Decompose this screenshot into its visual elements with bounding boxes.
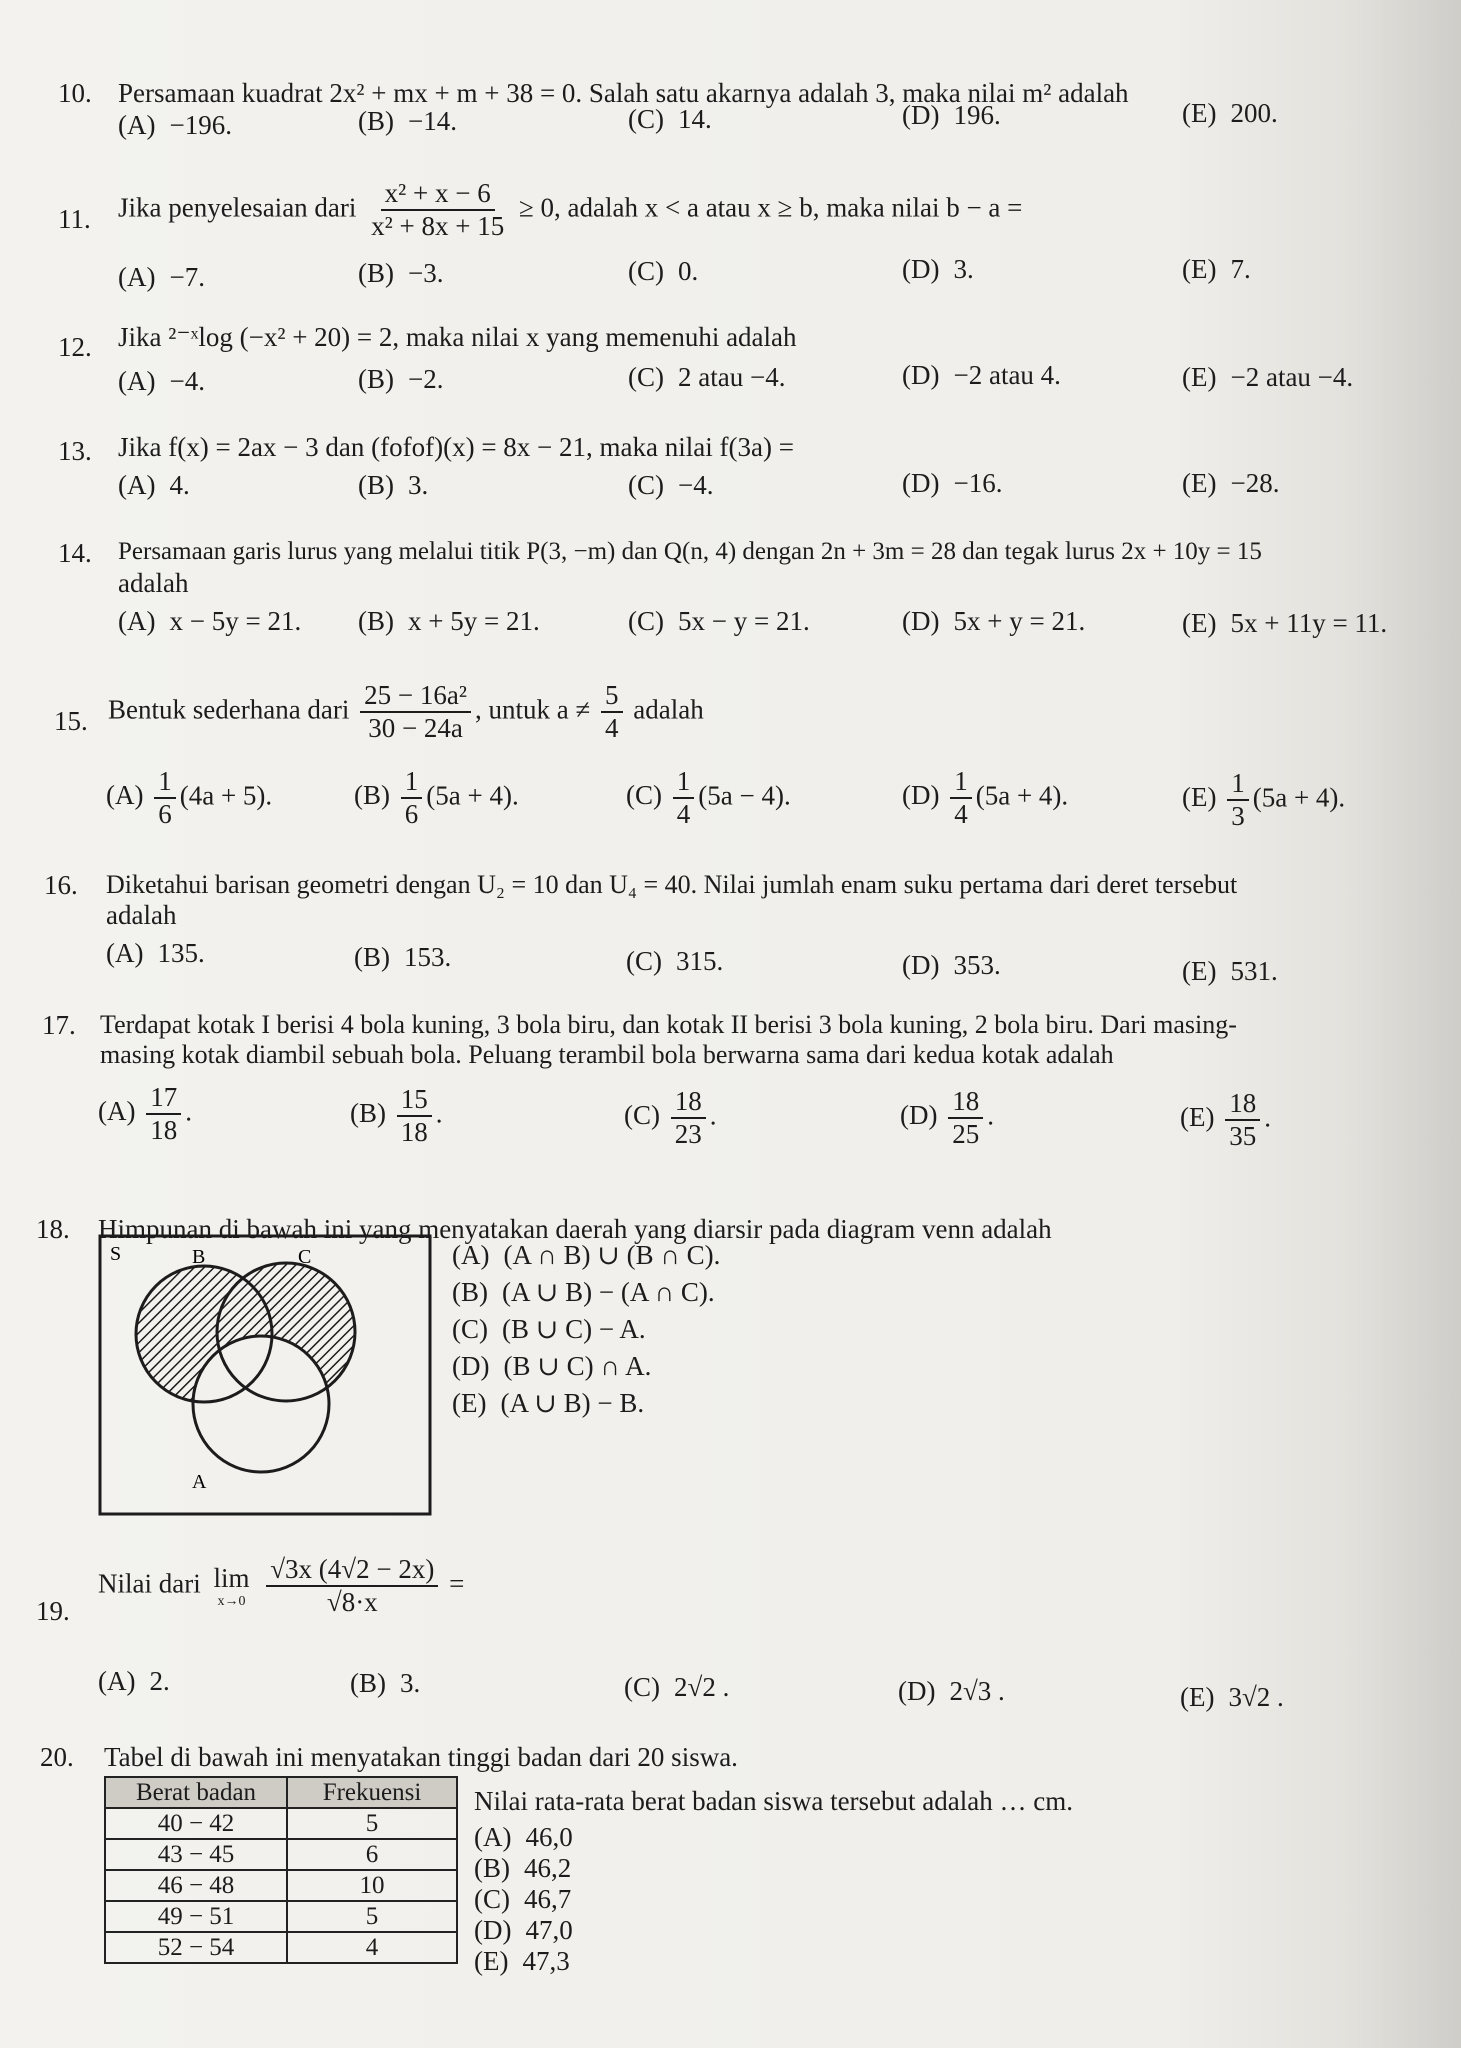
question-number: 10. [58, 78, 92, 108]
option-d: (D) 353. [902, 950, 1001, 980]
option-b: (B) 46,2 [474, 1853, 572, 1883]
table-cell: 6 [287, 1839, 457, 1870]
question-number: 12. [58, 332, 92, 362]
option-c: (C) 315. [626, 946, 724, 976]
option-b: (B) 153. [354, 942, 452, 972]
option-b: (B) −14. [358, 106, 457, 136]
fraction: $\frac{√3x (4√2 - 2x)}{√8\cdot x}$ [266, 1554, 438, 1618]
question-12 [0, 320, 1461, 440]
table-cell: 5 [287, 1901, 457, 1932]
option-d: (D) −16. [902, 468, 1003, 498]
option-e: (E) 3√2 . [1180, 1682, 1284, 1712]
label-c: C [298, 1246, 312, 1268]
question-number: 18. [36, 1214, 70, 1244]
option-b: (B) $\frac{1}{6}$ (5a + 4). [354, 766, 519, 830]
option-a: (A) 135. [106, 938, 205, 968]
option-b: (B) −2. [358, 364, 444, 394]
option-d: (D) (B ∪ C) ∩ A. [452, 1351, 652, 1381]
table-row [105, 1870, 457, 1901]
option-a: (A) 46,0 [474, 1822, 573, 1852]
question-stem-cont: adalah [118, 568, 189, 598]
option-d: (D) 196. [902, 100, 1001, 130]
option-a: (A) −196. [118, 110, 232, 140]
option-a: (A) −4. [118, 366, 205, 396]
fraction: $\frac{\text{25 − 16a²}}{30 - 24a}$ [360, 680, 471, 744]
question-14 [0, 536, 1461, 656]
table-cell: 5 [287, 1808, 457, 1839]
question-18 [0, 1200, 1461, 1530]
question-15 [0, 680, 1461, 840]
label-a: A [192, 1471, 207, 1493]
option-a: (A) $\frac{1}{6}$ (4a + 5). [106, 766, 273, 830]
venn-diagram [98, 1234, 434, 1518]
table-cell: 10 [287, 1870, 457, 1901]
table-cell: 40 − 42 [105, 1808, 287, 1839]
question-10 [0, 60, 1461, 180]
option-a: (A) (A ∩ B) ∪ (B ∩ C). [452, 1240, 721, 1270]
question-11 [0, 170, 1461, 290]
question-stem: Diketahui barisan geometri dengan U₂ = 10 dan U₄ = 40. Nilai jumlah enam suku pertama dari deret tersebut [106, 870, 1238, 899]
table-cell: 43 − 45 [105, 1839, 287, 1870]
question-number: 17. [42, 1010, 76, 1040]
question-stem: Jika penyelesaian dari $\frac{\text{x² + x − 6}}{\text{x² + 8x + 15}}$ ≥ 0, adalah x < a atau x ≥ b, maka nilai b − a = [118, 178, 1023, 242]
column-header: Frekuensi [287, 1777, 457, 1808]
option-e: (E) 200. [1182, 98, 1278, 128]
question-number: 15. [54, 706, 88, 736]
question-stem-cont: adalah [106, 900, 177, 930]
option-d: (D) −2 atau 4. [902, 360, 1061, 390]
option-d: (D) $\frac{1}{4}$ (5a + 4). [902, 766, 1069, 830]
question-19 [0, 1550, 1461, 1740]
option-a: (A) x − 5y = 21. [118, 606, 302, 636]
option-c: (C) 5x − y = 21. [628, 606, 810, 636]
question-stem: Bentuk sederhana dari $\frac{\text{25 − 16a²}}{30 - 24a}$ , untuk a ≠ $\frac{5}{4}$ adalah [108, 680, 704, 744]
option-d: (D) 2√3 . [898, 1676, 1005, 1706]
option-a: (A) 2. [98, 1666, 170, 1696]
table-row [105, 1901, 457, 1932]
option-c: (C) (B ∪ C) − A. [452, 1314, 646, 1344]
fraction: $\frac{\text{x² + x − 6}}{\text{x² + 8x + 15}}$ [371, 178, 505, 242]
question-stem: Himpunan di bawah ini yang menyatakan daerah yang diarsir pada diagram venn adalah [98, 1214, 1052, 1244]
question-number: 16. [44, 870, 78, 900]
option-e: (E) 7. [1182, 254, 1251, 284]
option-e: (E) 47,3 [474, 1946, 570, 1976]
question-number: 14. [58, 538, 92, 568]
table-row [105, 1839, 457, 1870]
option-c: (C) $\frac{18}{23}$ . [624, 1086, 717, 1150]
option-e: (E) 531. [1182, 956, 1278, 986]
table-row [105, 1808, 457, 1839]
question-stem: Jika ²⁻ˣlog (−x² + 20) = 2, maka nilai x yang memenuhi adalah [118, 322, 797, 352]
option-c: (C) $\frac{1}{4}$ (5a − 4). [626, 766, 791, 830]
option-b: (B) $\frac{15}{18}$ . [350, 1084, 443, 1148]
question-stem: Nilai dari lim x→0 $\frac{√3x (4√2 - 2x)}{√8\cdot x}$ = [98, 1554, 465, 1618]
table-cell: 52 − 54 [105, 1932, 287, 1963]
option-d: (D) 3. [902, 254, 974, 284]
question-17 [0, 1010, 1461, 1170]
option-c: (C) 0. [628, 256, 699, 286]
option-e: (E) (A ∪ B) − B. [452, 1388, 645, 1418]
option-e: (E) −28. [1182, 468, 1280, 498]
fraction: $\frac{5}{4}$ [601, 680, 623, 744]
option-c: (C) −4. [628, 470, 714, 500]
option-d: (D) 5x + y = 21. [902, 606, 1086, 636]
question-number: 11. [58, 204, 91, 234]
option-d: (D) 47,0 [474, 1915, 573, 1945]
option-a: (A) $\frac{17}{18}$ . [98, 1082, 192, 1146]
question-number: 19. [36, 1596, 70, 1626]
option-c: (C) 2√2 . [624, 1672, 730, 1702]
option-b: (B) −3. [358, 258, 444, 288]
option-e: (E) 5x + 11y = 11. [1182, 608, 1388, 638]
option-b: (B) (A ∪ B) − (A ∩ C). [452, 1277, 715, 1307]
option-c: (C) 14. [628, 104, 712, 134]
option-b: (B) x + 5y = 21. [358, 606, 540, 636]
table-cell: 4 [287, 1932, 457, 1963]
option-b: (B) 3. [350, 1668, 421, 1698]
label-b: B [192, 1246, 206, 1268]
question-prompt: Nilai rata-rata berat badan siswa tersebut adalah … cm. [474, 1786, 1073, 1816]
question-stem: Persamaan garis lurus yang melalui titik P(3, −m) dan Q(n, 4) dengan 2n + 3m = 28 dan tegak lurus 2x + 10y = 15 [118, 538, 1262, 565]
option-c: (C) 46,7 [474, 1884, 572, 1914]
question-16 [0, 870, 1461, 990]
question-13 [0, 428, 1461, 548]
shaded-region [136, 1263, 355, 1402]
option-e: (E) $\frac{1}{3}$ (5a + 4). [1182, 768, 1346, 832]
question-number: 13. [58, 436, 92, 466]
option-e: (E) −2 atau −4. [1182, 362, 1354, 392]
option-b: (B) 3. [358, 470, 429, 500]
question-stem: Tabel di bawah ini menyatakan tinggi badan dari 20 siswa. [104, 1742, 738, 1772]
option-e: (E) $\frac{18}{35}$ . [1180, 1088, 1271, 1152]
question-stem: Jika f(x) = 2ax − 3 dan (fofof)(x) = 8x − 21, maka nilai f(3a) = [118, 432, 794, 462]
option-a: (A) −7. [118, 262, 205, 292]
table-cell: 46 − 48 [105, 1870, 287, 1901]
column-header: Berat badan [105, 1777, 287, 1808]
table-header-row [105, 1777, 457, 1808]
option-c: (C) 2 atau −4. [628, 362, 786, 392]
option-a: (A) 4. [118, 470, 190, 500]
weight-frequency-table [104, 1776, 458, 1964]
table-cell: 49 − 51 [105, 1901, 287, 1932]
table-row [105, 1932, 457, 1963]
question-stem: Terdapat kotak I berisi 4 bola kuning, 3 bola biru, dan kotak II berisi 3 bola kuning, 2 bola biru. Dari masing- [100, 1010, 1237, 1039]
question-stem-cont: masing kotak diambil sebuah bola. Peluang terambil bola berwarna sama dari kedua kotak adalah [100, 1040, 1114, 1069]
question-stem: Persamaan kuadrat 2x² + mx + m + 38 = 0. Salah satu akarnya adalah 3, maka nilai m² adalah [118, 78, 1129, 108]
question-number: 20. [40, 1742, 74, 1772]
limit-operator: lim x→0 [213, 1562, 250, 1609]
option-d: (D) $\frac{18}{25}$ . [900, 1086, 994, 1150]
label-s: S [110, 1243, 122, 1265]
